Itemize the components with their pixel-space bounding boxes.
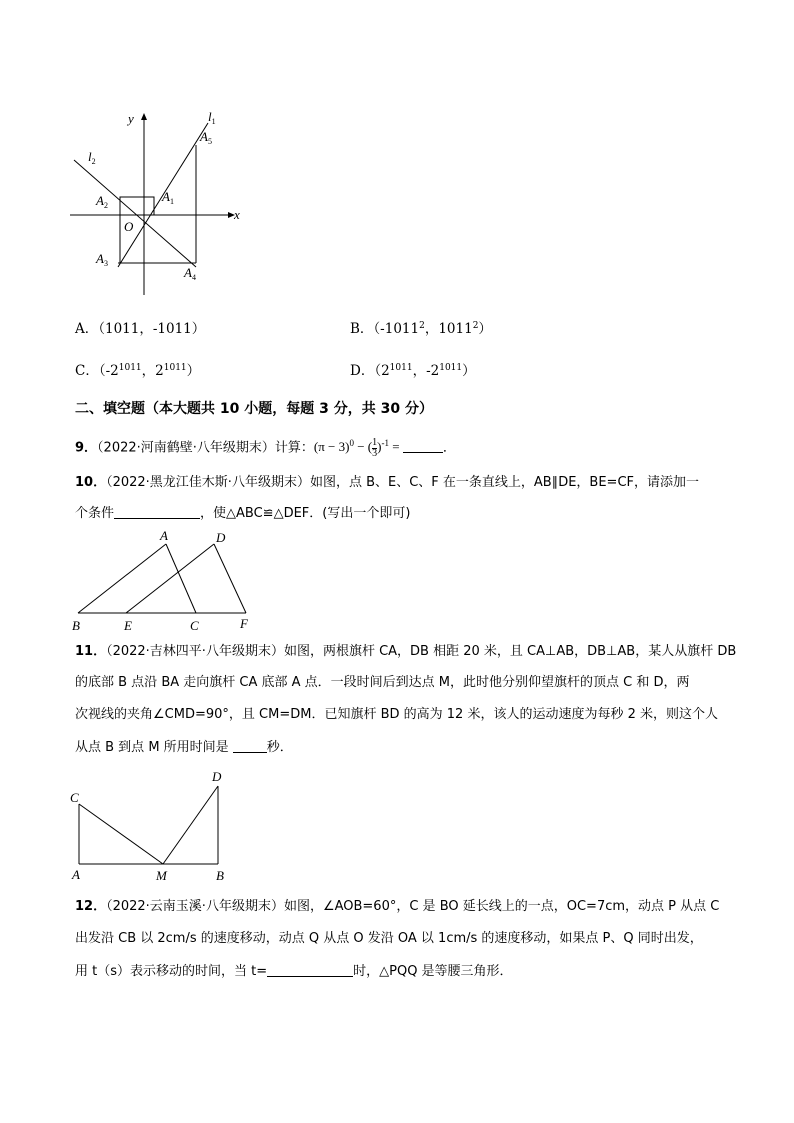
question-12-line2: 出发沿 CB 以 2cm/s 的速度移动，动点 Q 从点 O 发沿 OA 以 1cm/s 的速度移动，如果点 P、Q 同时出发， (75, 931, 703, 946)
label-A2: $A_2$ (96, 193, 108, 210)
question-12-line1: 12．（2022·云南玉溪·八年级期末）如图，∠AOB=60°，C 是 BO 延长线上的一点，OC=7cm，动点 P 从点 C (75, 899, 720, 914)
section-heading: 二、填空题（本大题共 10 小题，每题 3 分，共 30 分） (75, 401, 433, 417)
label-A3: $A_3$ (96, 251, 108, 268)
triangles-figure (66, 528, 266, 636)
label-D: D (216, 530, 226, 545)
answer-blank-10[interactable] (114, 504, 200, 519)
label-x: x (234, 207, 240, 222)
question-10-line2: 个条件 ，使△ABC≌△DEF．(写出一个即可) (75, 506, 411, 521)
coordinate-figure (60, 105, 260, 305)
segment-AB (78, 544, 166, 613)
option-c[interactable]: C．（$-2^{1011}$，$2^{1011}$） (75, 363, 201, 379)
label-F: F (240, 616, 248, 631)
option-d[interactable]: D．（$2^{1011}$，$-2^{1011}$） (350, 363, 476, 379)
small-square (120, 197, 154, 215)
label-l2: $l_2$ (88, 149, 96, 166)
question-11-line3: 次视线的夹角∠CMD=90°，且 CM=DM．已知旗杆 BD 的高为 12 米，该人的运动速度为每秒 2 米，则这个人 (75, 707, 718, 722)
label-A: A (72, 867, 80, 882)
label-A: A (160, 528, 168, 543)
label-E: E (124, 618, 132, 633)
label-C: C (70, 790, 79, 805)
label-O: O (124, 219, 134, 234)
label-l1: $l_1$ (208, 109, 216, 126)
segment-CM (79, 804, 163, 864)
label-D: D (212, 769, 222, 784)
option-a[interactable]: A．（1011，-1011） (75, 321, 206, 337)
answer-blank-11[interactable] (233, 738, 267, 753)
segment-MD (163, 786, 218, 864)
question-11-line1: 11．（2022·吉林四平·八年级期末）如图，两根旗杆 CA，DB 相距 20 米，且 CA⊥AB，DB⊥AB，某人从旗杆 DB (75, 644, 737, 659)
question-9: 9．（2022·河南鹤壁·八年级期末）计算：$(\pi - 3)^0$ − ( $\frac{1}{3}$ )$^{-1}$ = ． (75, 437, 456, 459)
label-A5: $A_5$ (200, 129, 212, 146)
y-axis-arrow (141, 113, 147, 120)
fraction-one-third: $\frac{1}{3}$ (372, 437, 378, 459)
option-b[interactable]: B．（-1011$^2$，1011$^2$） (350, 321, 492, 337)
label-B: B (72, 618, 80, 633)
answer-blank-9[interactable] (403, 438, 443, 453)
label-B: B (216, 868, 224, 883)
label-A1: $A_1$ (162, 189, 174, 206)
label-y: y (128, 111, 134, 126)
question-11-line4: 从点 B 到点 M 所用时间是 秒． (75, 740, 293, 755)
flagpole-figure (66, 764, 236, 884)
label-M: M (156, 868, 167, 883)
line-l2 (74, 160, 196, 267)
question-12-line3: 用 t（s）表示移动的时间，当 t= 时，△PQQ 是等腰三角形． (75, 964, 513, 979)
segment-DF (214, 544, 246, 613)
label-C: C (190, 618, 199, 633)
question-11-line2: 的底部 B 点沿 BA 走向旗杆 CA 底部 A 点．一段时间后到达点 M，此时他分别仰望旗杆的顶点 C 和 D，两 (75, 675, 690, 690)
label-A4: $A_4$ (184, 265, 196, 282)
answer-blank-12[interactable] (267, 962, 353, 977)
question-10-line1: 10．（2022·黑龙江佳木斯·八年级期末）如图，点 B、E、C、F 在一条直线上，AB∥DE，BE=CF，请添加一 (75, 475, 700, 490)
